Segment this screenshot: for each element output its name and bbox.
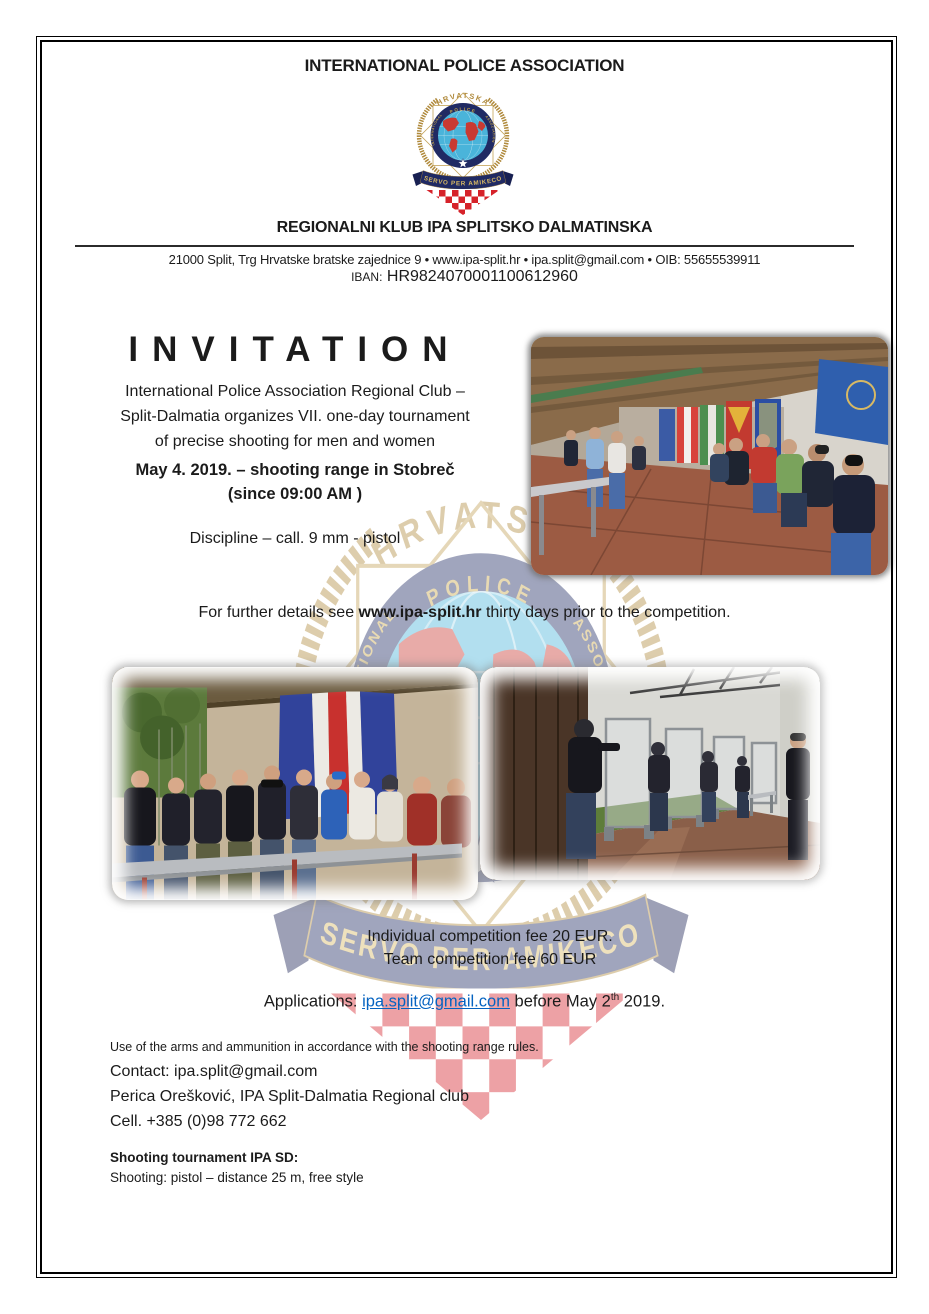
details-site: www.ipa-split.hr <box>358 604 482 621</box>
invitation-paragraph <box>75 379 515 454</box>
contact-block <box>110 1059 670 1134</box>
fee-individual: Individual competition fee 20 EUR. <box>367 928 613 945</box>
details-suffix: thirty days prior to the competition. <box>481 604 731 621</box>
photo-shooting-lanes <box>480 667 820 880</box>
photo-participants-row <box>112 667 478 900</box>
iban-label: IBAN: <box>351 270 383 284</box>
photo-gallery-spectators <box>531 337 888 575</box>
contact-cell: Cell. +385 (0)98 772 662 <box>110 1113 287 1130</box>
applications-email-link[interactable]: ipa.split@gmail.com <box>362 992 510 1011</box>
details-line <box>0 604 929 622</box>
applications-label: Applications: <box>263 992 363 1011</box>
iban-line <box>0 268 929 286</box>
header-divider <box>75 245 854 247</box>
event-date-line1: May 4. 2019. – shooting range in Stobreč <box>135 461 455 479</box>
fees-block <box>100 925 880 971</box>
event-date-line2: (since 09:00 AM ) <box>227 485 363 503</box>
club-title: REGIONALNI KLUB IPA SPLITSKO DALMATINSKA <box>276 219 653 236</box>
contact-line: Contact: ipa.split@gmail.com <box>110 1063 318 1080</box>
rules-note: Use of the arms and ammunition in accordance with the shooting range rules. <box>110 1040 539 1054</box>
invitation-title: INVITATION <box>128 330 462 369</box>
invitation-line1: International Police Association Regional Club – <box>125 383 465 400</box>
discipline-line: Discipline – call. 9 mm - pistol <box>189 530 401 547</box>
tournament-line: Shooting: pistol – distance 25 m, free style <box>110 1170 364 1185</box>
invitation-line2: Split-Dalmatia organizes VII. one-day tournament <box>120 408 470 425</box>
fee-team: Team competition fee 60 EUR <box>383 951 597 968</box>
tournament-heading: Shooting tournament IPA SD: <box>110 1150 299 1165</box>
ipa-logo <box>402 83 524 215</box>
iban-value: HR9824070001100612960 <box>386 268 578 285</box>
org-title: INTERNATIONAL POLICE ASSOCIATION <box>304 56 625 75</box>
applications-tail: 2019. <box>619 992 666 1011</box>
applications-sup: th <box>610 992 620 1003</box>
applications-line <box>0 992 929 1012</box>
contact-person: Perica Orešković, IPA Split-Dalmatia Regional club <box>110 1088 469 1105</box>
applications-middle: before May 2 <box>509 992 611 1011</box>
event-date <box>75 458 515 506</box>
address-line: 21000 Split, Trg Hrvatske bratske zajednice 9 • www.ipa-split.hr • ipa.split@gmail.com • OIB: 55655539911 <box>168 252 761 267</box>
invitation-line3: of precise shooting for men and women <box>154 433 436 450</box>
details-prefix: For further details see <box>198 604 359 621</box>
